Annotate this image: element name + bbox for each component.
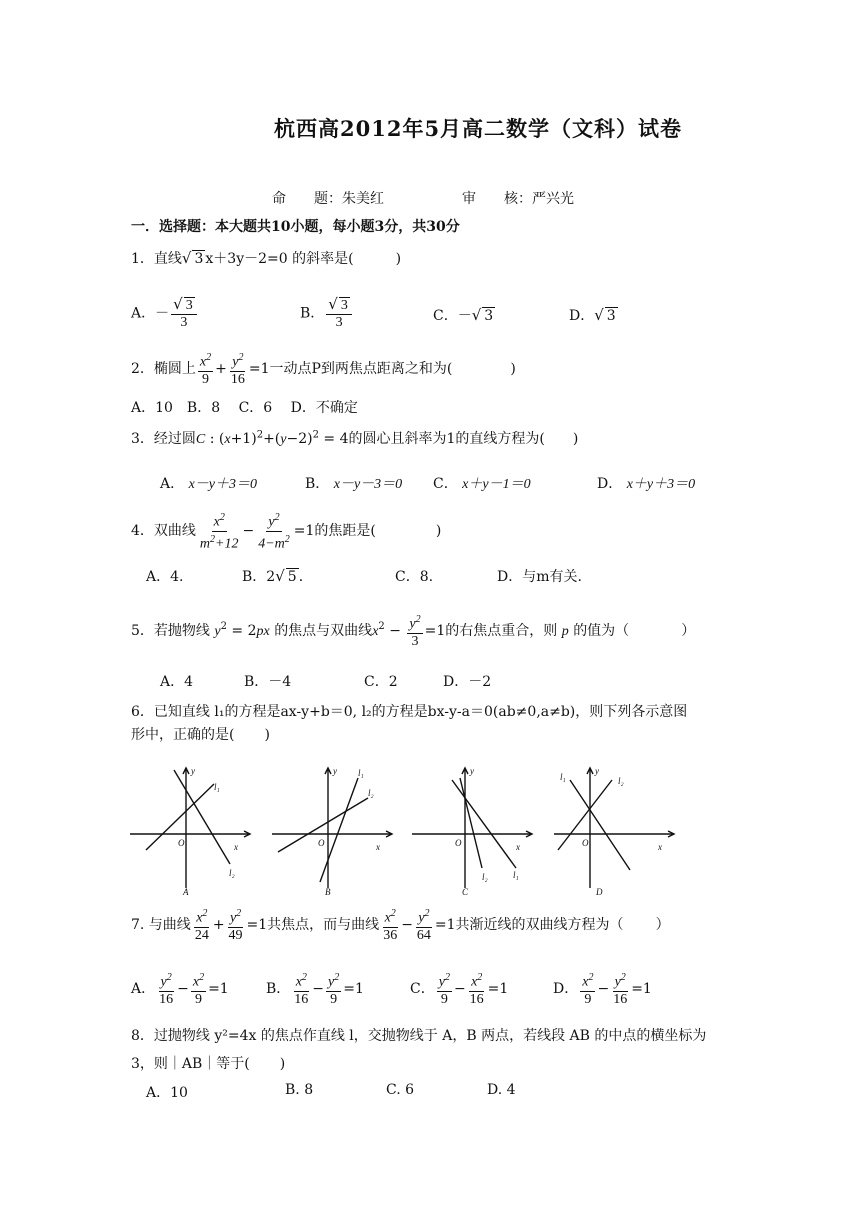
q7-option-c-label: C． (410, 980, 435, 997)
q6-line2-text: 形中，正确的是( (131, 727, 235, 743)
q3-option-a-label: A． (160, 476, 185, 492)
q4-option-b-tail: ． (298, 569, 313, 585)
q7-option-b: B． $\frac{x^2}{16}$ − $\frac{y^2}{9}$ =1 (266, 972, 364, 1007)
q4-mid: =1的焦距是( (293, 523, 376, 540)
q3-option-b-label: B． (305, 476, 330, 492)
q6-graphs (128, 760, 728, 900)
q3-option-b (305, 473, 402, 493)
q3-option-b-eq: x－y－3＝0 (333, 477, 403, 492)
q1-prefix: 1．直线 (131, 251, 182, 267)
q6-end: ) (264, 727, 270, 743)
q5-mid1: 的焦点与双曲线 (274, 622, 373, 639)
q1-end: ) (395, 251, 402, 267)
question-1: 1．直线√ 3 x＋3y－2=0 的斜率是( ) (131, 249, 402, 267)
q3-option-d-label: D． (597, 476, 623, 492)
page-title: 杭西高2012年5月高二数学（文科）试卷 (274, 116, 683, 141)
q8-line1: 8．过抛物线 y²=4x 的焦点作直线 l，交抛物线于 A，B 两点，若线段 AB 的中点的横坐标为 (131, 1028, 707, 1044)
svg-text:l₂: l₂ (229, 868, 235, 878)
q4-option-d: D．与m有关. (497, 569, 582, 585)
q2-end: ) (510, 360, 516, 377)
q3-end: ) (572, 431, 579, 447)
q7-option-d-label: D． (553, 980, 579, 997)
q4-option-c: C．8. (395, 569, 434, 585)
svg-text:l₂: l₂ (618, 776, 624, 786)
q3-prefix: 3．经过圆 (131, 431, 196, 447)
q3-option-c-eq: x＋y－1＝0 (462, 477, 531, 492)
svg-text:y: y (595, 766, 599, 776)
q7-option-d: D． $\frac{x^2}{9}$ − $\frac{y^2}{16}$ =1 (553, 972, 652, 1007)
svg-text:l₁: l₁ (358, 768, 364, 778)
q1-option-a-label: A．－ (131, 305, 170, 322)
reviewer-name: 严兴光 (532, 191, 574, 207)
graph-b (272, 768, 392, 888)
svg-text:O: O (318, 838, 325, 848)
q8-line2-text: 3，则｜AB｜等于( (131, 1056, 250, 1072)
q7-option-a: A． $\frac{y^2}{16}$ − $\frac{x^2}{9}$ =1 (131, 972, 229, 1007)
q7-mid1: =1共焦点，而与曲线 (246, 916, 380, 933)
q8-end: ) (279, 1056, 286, 1072)
reviewer-line (462, 188, 574, 208)
q1-option-c: C．－√ 3 (433, 306, 494, 324)
author-label: 命 题： (272, 191, 342, 207)
graph-d (554, 768, 674, 888)
q6-line2 (131, 724, 270, 744)
svg-text:l₂: l₂ (482, 872, 488, 882)
question-4: 4．双曲线 $\frac{x^2}{m^2+12}$ − $\frac{y^2}{4-m^2}$ =1的焦距是( ) (131, 512, 442, 552)
author-line (272, 188, 384, 208)
q3-mid: 的圆心且斜率为1的直线方程为( (348, 431, 545, 447)
q5-prefix: 5．若抛物线 (131, 622, 210, 639)
svg-text:l₁: l₁ (560, 772, 566, 782)
reviewer-label: 审 核： (462, 191, 532, 207)
q4-end: ) (435, 523, 442, 540)
question-2: 2．椭圆上 $\frac{x^2}{9}$ + $\frac{y^2}{16}$ =1一动点P到两焦点距离之和为( ) (131, 352, 516, 387)
question-3: 3．经过圆C : $(x+1)^2+(y-2)^2 = 4$的圆心且斜率为1的直线方程为( ) (131, 429, 579, 447)
svg-text:x: x (658, 842, 662, 852)
q5-option-d: D．－2 (443, 674, 492, 690)
q5-option-a: A．4 (160, 674, 194, 690)
q3-option-d (597, 473, 695, 493)
svg-text:x: x (516, 842, 520, 852)
q4-option-b-label: B．2 (242, 569, 276, 585)
q3-option-a (160, 473, 257, 493)
q5-end: ） (681, 622, 696, 639)
graph-c-label: C (462, 887, 469, 897)
q1-option-d: D．√ 3 (569, 306, 616, 324)
q3-option-d-eq: x＋y＋3＝0 (626, 477, 696, 492)
q2-options: A．10 B．8 C．6 D．不确定 (131, 400, 358, 416)
q4-prefix: 4．双曲线 (131, 523, 196, 540)
graph-d-label: D (596, 887, 603, 897)
q6-line1: 6．已知直线 l₁的方程是ax-y+b＝0, l₂的方程是bx-y-a＝0(ab≠0,a≠b)，则下列各示意图 (131, 704, 688, 720)
q4-option-b: B．2√ 5 ． (242, 567, 313, 585)
svg-text:y: y (333, 766, 337, 776)
q1-option-b: B． $\frac{√ 3}{3}$ (300, 296, 354, 331)
q7-option-a-label: A． (131, 980, 156, 997)
section-header: 一．选择题：本大题共10小题，每小题3分，共30分 (131, 219, 460, 235)
q3-option-a-eq: x－y＋3＝0 (188, 477, 258, 492)
graph-b-label: B (325, 887, 331, 897)
question-5: 5．若抛物线 $y^2 = 2px$ 的焦点与双曲线$x^2$ − $\frac{y^2}{3}$ =1的右焦点重合，则 p 的值为（ ） (131, 614, 696, 649)
svg-text:O: O (178, 838, 185, 848)
q7-prefix: 7. 与曲线 (131, 916, 191, 933)
question-7: 7. 与曲线 $\frac{x^2}{24}$ + $\frac{y^2}{49}$ =1共焦点，而与曲线 $\frac{x^2}{36}$ − $\frac{y^2}{64}$ =1共渐近线的双曲线方程为（ ） (131, 908, 670, 943)
q7-end: ） (655, 916, 670, 933)
svg-text:l₂: l₂ (368, 788, 374, 798)
q8-option-a: A．10 (146, 1085, 188, 1101)
q3-option-c (433, 473, 531, 493)
q1-option-b-label: B． (300, 305, 325, 322)
q5-mid2: =1的右焦点重合，则 (424, 622, 558, 639)
q8-option-b: B. 8 (285, 1082, 314, 1098)
svg-text:l₁: l₁ (214, 782, 220, 792)
svg-text:l₁: l₁ (513, 870, 519, 880)
q1-option-a: A．－ $\frac{√ 3}{3}$ (131, 296, 199, 331)
q4-option-a: A．4. (146, 569, 184, 585)
q3-option-c-label: C． (433, 476, 458, 492)
q5-mid3: 的值为（ (573, 622, 630, 639)
q2-mid: =1一动点P到两焦点距离之和为( (248, 360, 453, 377)
q1-option-c-label: C．－ (433, 308, 472, 324)
q7-option-c: C． $\frac{y^2}{9}$ − $\frac{x^2}{16}$ =1 (410, 972, 509, 1007)
q7-mid2: =1共渐近线的双曲线方程为（ (434, 916, 624, 933)
q7-option-b-label: B． (266, 980, 291, 997)
svg-text:x: x (376, 842, 380, 852)
q8-line2 (131, 1053, 285, 1073)
q2-prefix: 2．椭圆上 (131, 360, 196, 377)
svg-text:O: O (455, 838, 462, 848)
graph-a-label: A (183, 887, 189, 897)
svg-text:y: y (191, 766, 195, 776)
q1-mid: x＋3y－2=0 的斜率是( (205, 251, 354, 267)
author-name: 朱美红 (342, 191, 384, 207)
svg-text:y: y (470, 766, 474, 776)
q5-option-b: B．－4 (244, 674, 292, 690)
q8-option-c: C. 6 (386, 1082, 415, 1098)
svg-text:x: x (234, 842, 238, 852)
svg-text:O: O (582, 838, 589, 848)
q1-option-d-label: D． (569, 308, 595, 324)
q8-option-d: D. 4 (487, 1082, 516, 1098)
q5-option-c: C．2 (364, 674, 398, 690)
